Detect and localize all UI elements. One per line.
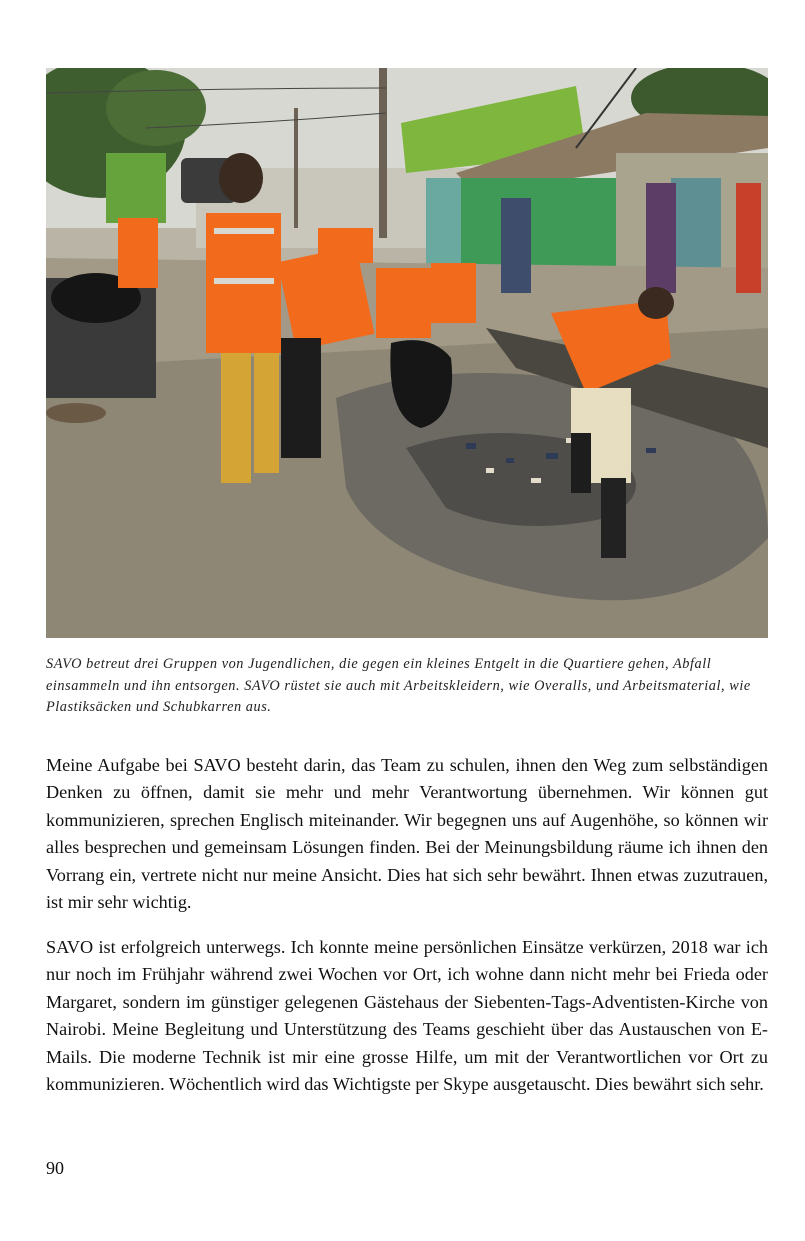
photo-caption: SAVO betreut drei Gruppen von Jugendlichen, die gegen ein kleines Entgelt in die Quartiere gehen, Abfall einsammeln und ihn entsorgen. SAVO rüstet sie auch mit Arbeitskleidern, wie Overalls, und Arbeitsmaterial, wie Plastiksäcken und Schubkarren aus. — [46, 656, 751, 715]
page-number: 90 — [46, 1158, 64, 1178]
photo-image — [46, 68, 768, 638]
body-paragraph: Meine Aufgabe bei SAVO besteht darin, das Team zu schulen, ihnen den Weg zum selbständigen Denken zu öffnen, damit sie mehr und mehr Verantwortung übernehmen. Wir können gut kommunizieren, sprechen Englisch miteinander. Wir begegnen uns auf Augenhöhe, so können wir alles besprechen und gemeinsam Lösungen finden. Bei der Meinungsbildung räume ich ihnen den Vorrang ein, vertrete nicht nur meine Ansicht. Dies hat sich sehr bewährt. Ihnen etwas zuzutrauen, ist mir sehr wichtig. — [46, 755, 768, 913]
street-cleanup-photo — [46, 68, 768, 638]
body-paragraph: SAVO ist erfolgreich unterwegs. Ich konnte meine persönlichen Einsätze verkürzen, 2018 war ich nur noch im Frühjahr während zwei Wochen vor Ort, ich wohne dann nicht mehr bei Frieda oder Margaret, sondern im günstiger gelegenen Gästehaus der Siebenten-Tags-Adventisten-Kirche von Nairobi. Meine Begleitung und Unterstützung des Teams geschieht über das Austauschen von E-Mails. Die moderne Technik ist mir eine grosse Hilfe, um mit der Verantwortlichen vor Ort zu kommunizieren. Wöchentlich wird das Wichtigste per Skype ausgetauscht. Dies bewährt sich sehr. — [46, 937, 768, 1095]
